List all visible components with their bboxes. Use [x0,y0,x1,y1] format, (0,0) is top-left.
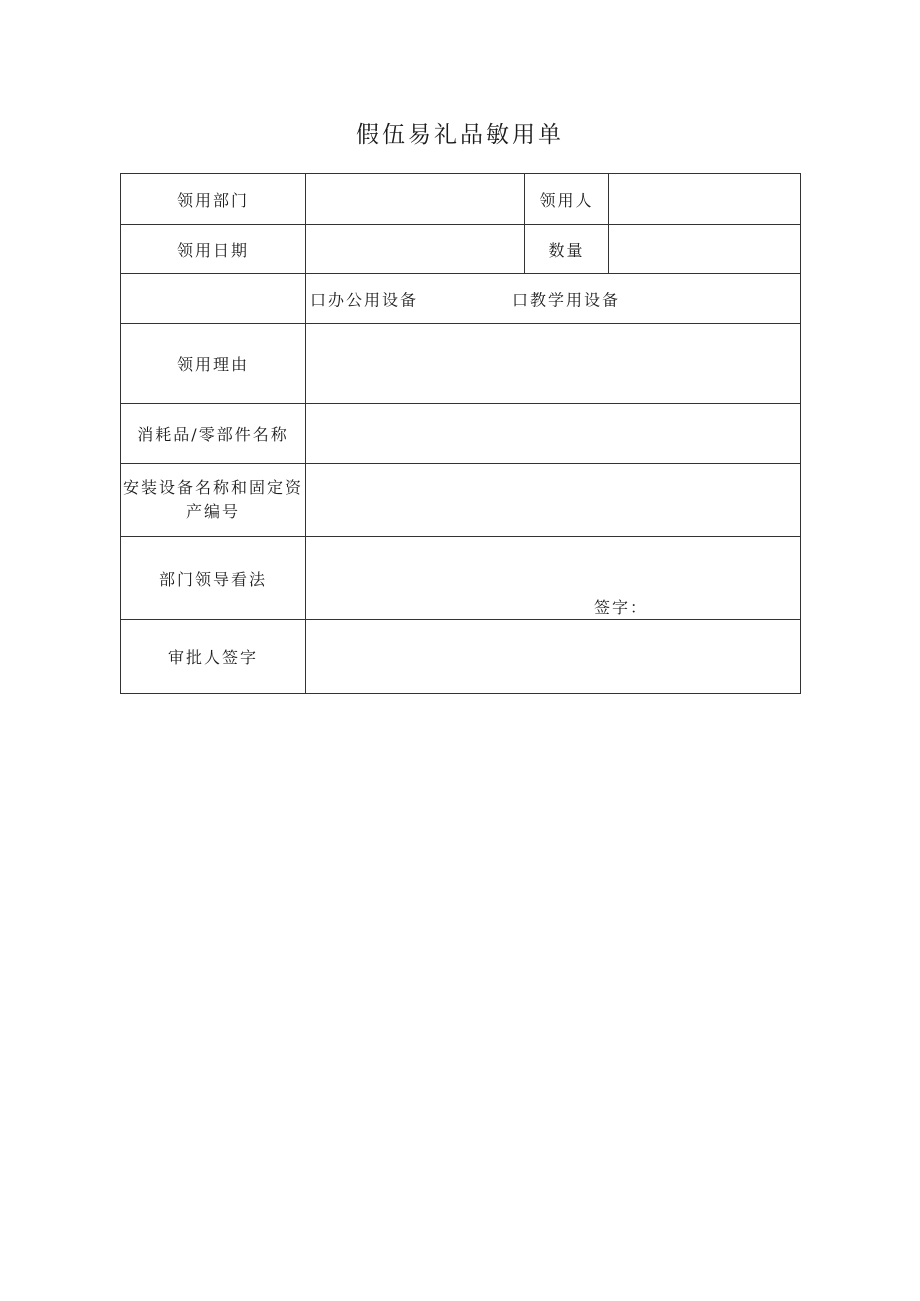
install-label: 安装设备名称和固定资产编号 [121,464,306,537]
row-department [121,174,801,225]
reason-field[interactable] [306,324,801,404]
recipient-label: 领用人 [525,174,609,225]
row-consumable [121,404,801,464]
consumable-label: 消耗品/零部件名称 [121,404,306,464]
document-title: 假伍易礼品敏用单 [356,122,564,148]
leader-opinion-field[interactable] [306,537,801,620]
office-equipment-checkbox[interactable]: 口办公用设备 [310,290,419,309]
reason-label: 领用理由 [121,324,306,404]
department-label: 领用部门 [121,174,306,225]
leader-opinion-label: 部门领导看法 [121,537,306,620]
requisition-form-table [120,173,801,694]
row-approver [121,620,801,694]
date-label: 领用日期 [121,225,306,274]
equipment-type-options [306,274,801,324]
teaching-equipment-checkbox[interactable]: 口教学用设备 [512,290,621,309]
row-equipment-type [121,274,801,324]
equipment-type-label-cell [121,274,306,324]
row-leader-opinion [121,537,801,620]
row-reason [121,324,801,404]
row-install [121,464,801,537]
quantity-field[interactable] [609,225,801,274]
recipient-field[interactable] [609,174,801,225]
row-date [121,225,801,274]
quantity-label: 数量 [525,225,609,274]
date-field[interactable] [306,225,525,274]
install-field[interactable] [306,464,801,537]
approver-label: 审批人签字 [121,620,306,694]
consumable-field[interactable] [306,404,801,464]
approver-sign-field[interactable] [306,620,801,694]
leader-sign-label: 签字： [594,598,649,617]
department-field[interactable] [306,174,525,225]
